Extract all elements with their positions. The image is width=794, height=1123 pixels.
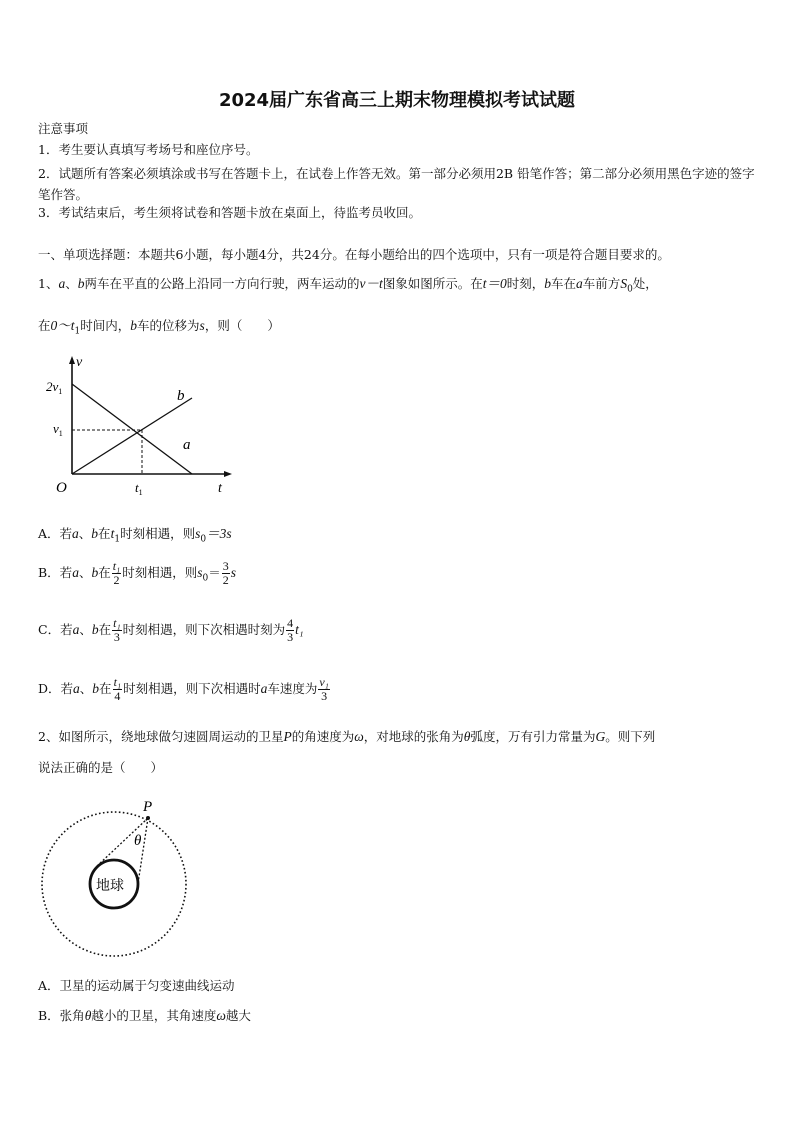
q2-stem-line1: 2、如图所示，绕地球做匀速圆周运动的卫星P的角速度为ω，对地球的张角为θ弧度，万有引力常量为G。则下列 [38, 729, 656, 744]
fraction: $\frac{\text{t₁}}{4}$ [113, 675, 122, 703]
origin-label: O [56, 480, 67, 496]
q1-option-a[interactable]: A．若a、b在$t_1$时刻相遇，则$s_0=3s$ [38, 526, 232, 545]
line-b [72, 398, 192, 474]
q1-stem-line1: 1、a、b两车在平直的公路上沿同一方向行驶，两车运动的v－t图象如图所示。在t＝0时刻，b车在a车前方$S_0$处， [38, 276, 658, 295]
q2-stem-line2: 说法正确的是（ ） [38, 760, 164, 775]
x-axis-label: t [218, 481, 222, 496]
q1-stem-line2: 在$0\sim t_1$时间内，b车的位移为s，则（ ） [38, 318, 280, 337]
tick-v1: $v_1$ [53, 421, 63, 438]
fraction: $\frac{\text{t₁}}{3}$ [113, 616, 121, 644]
fraction: $\frac{\text{v₁}}{3}$ [319, 675, 329, 703]
q1-vt-graph [40, 350, 240, 500]
notice-item-2: 2．试题所有答案必须填涂或书写在答题卡上，在试卷上作答无效。第一部分必须用2B 铅笔作答；第二部分必须用黑色字迹的签字笔作答。 [38, 166, 755, 202]
section-heading: 一、单项选择题：本题共6小题，每小题4分，共24分。在每小题给出的四个选项中，只有一项是符合题目要求的。 [38, 247, 670, 262]
fraction: $\frac{3}{2}$ [222, 559, 229, 587]
q2-option-b[interactable]: B．张角θ越小的卫星，其角速度ω越大 [38, 1008, 251, 1023]
label-b: b [177, 388, 185, 404]
label-P: P [143, 799, 153, 815]
label-a: a [183, 437, 191, 453]
notice-item-3: 3．考试结束后，考生须将试卷和答题卡放在桌面上，待监考员收回。 [38, 205, 421, 220]
q2-option-a[interactable]: A．卫星的运动属于匀变速曲线运动 [38, 978, 235, 993]
label-theta: θ [134, 833, 142, 849]
q2-orbit-figure [36, 794, 196, 962]
tick-2v1: $2v_1$ [46, 379, 63, 396]
tangent-line-2 [137, 818, 148, 890]
q1-option-c[interactable]: C．若a、b在 $\frac{\text{t₁}}{3}$ 时刻相遇，则下次相遇时刻为 $\frac{4}{3}$ t₁ [38, 616, 304, 644]
fraction: $\frac{4}{3}$ [287, 616, 294, 644]
notice-heading: 注意事项 [38, 121, 89, 136]
y-arrow-icon [69, 356, 75, 364]
x-arrow-icon [224, 471, 232, 477]
notice-item-1: 1．考生要认真填写考场号和座位序号。 [38, 142, 259, 157]
fraction: $\frac{\text{t₁}}{2}$ [112, 559, 121, 587]
y-axis-label: v [76, 355, 83, 370]
satellite-dot [146, 816, 150, 820]
page-title: 2024届广东省高三上期末物理模拟考试试题 [218, 90, 576, 111]
tick-t1: $t_1$ [135, 480, 143, 497]
graph-axes [72, 362, 226, 474]
label-earth: 地球 [96, 878, 124, 894]
line-a [72, 384, 192, 474]
q1-option-b[interactable]: B．若a、b在 $\frac{\text{t₁}}{2}$ 时刻相遇，则$s_0=$ $\frac{3}{2}$ s [38, 559, 237, 587]
q1-option-d[interactable]: D．若a、b在 $\frac{\text{t₁}}{4}$ 时刻相遇，则下次相遇时a车速度为 $\frac{\text{v₁}}{3}$ [38, 675, 329, 703]
